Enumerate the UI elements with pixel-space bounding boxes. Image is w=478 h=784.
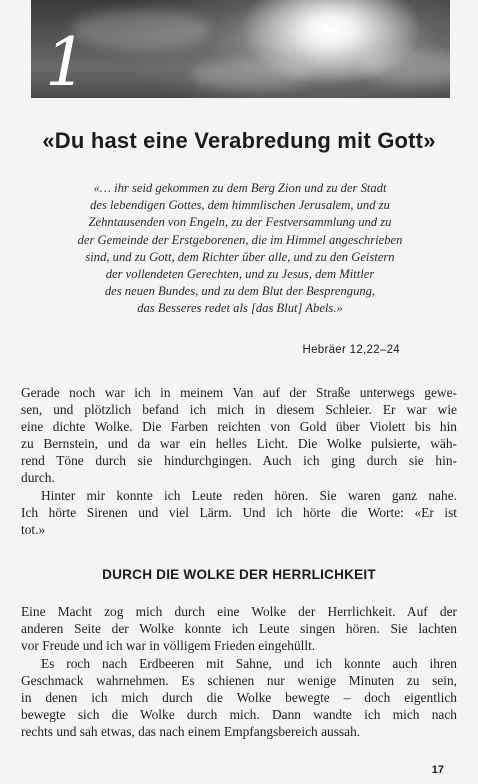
chapter-title: «Du hast eine Verabredung mit Gott»	[42, 128, 436, 153]
paragraph-line: sen, und plötzlich befand ich mich in diesem Schleier. Er war wie	[21, 402, 457, 418]
paragraph-line: tot.»	[21, 522, 46, 538]
quote-line: das Besseres redet als [das Blut] Abels.»	[137, 301, 343, 316]
paragraph-line: durch.	[21, 470, 55, 486]
quote-source: Hebräer 12,22–24	[302, 344, 400, 356]
paragraph-line: Ich hörte Sirenen und viel Lärm. Und ich hörte die Worte: «Er ist	[21, 505, 457, 521]
paragraph-line: vor Freude und ich war in völligem Frieden eingehüllt.	[21, 638, 316, 654]
quote-line: der Gemeinde der Erstgeborenen, die im Himmel angeschrieben	[77, 232, 403, 247]
paragraph-line: in denen ich mich durch die Wolke bewegte – doch eigentlich	[21, 690, 457, 706]
paragraph	[21, 487, 457, 538]
quote-line: des neuen Bundes, und zu dem Blut der Besprengung,	[104, 284, 376, 299]
quote-line: sind, und zu Gott, dem Richter über alle, und zu den Geistern	[85, 249, 395, 264]
epigraph-quote	[52, 180, 428, 318]
quote-line: der vollendeten Gerechten, und zu Jesus, dem Mittler	[105, 267, 375, 282]
chapter-number: 1	[45, 24, 87, 98]
paragraph-line: rechts und sah etwas, das nach einem Empfangsbereich aussah.	[21, 724, 361, 740]
chapter-header-image	[31, 0, 450, 98]
paragraph	[21, 655, 457, 740]
paragraph-line: Gerade noch war ich in meinem Van auf der Straße unterwegs gewe-	[21, 385, 457, 400]
paragraph-line: Hinter mir konnte ich Leute reden hören. Sie waren ganz nahe.	[41, 488, 457, 503]
page-number: 17	[431, 764, 444, 776]
section-heading: DURCH DIE WOLKE DER HERRLICHKEIT	[102, 567, 376, 582]
paragraph-line: Eine Macht zog mich durch eine Wolke der Herrlichkeit. Auf der	[21, 604, 457, 619]
paragraph-line: Es roch nach Erdbeeren mit Sahne, und ich konnte auch ihren	[41, 656, 457, 671]
paragraph	[21, 384, 457, 487]
paragraph-line: anderen Seite der Wolke konnte ich Leute singen hören. Sie lachten	[21, 621, 457, 637]
paragraph	[21, 603, 457, 654]
quote-line: «… ihr seid gekommen zu dem Berg Zion und zu der Stadt	[93, 181, 387, 195]
paragraph-line: eine dichte Wolke. Die Farben reichten von Gold über Violett bis hin	[21, 419, 457, 435]
quote-line: Zehntausenden von Engeln, zu der Festversammlung und zu	[88, 215, 392, 230]
paragraph-line: zu Bernstein, und da war ein helles Licht. Die Wolke pulsierte, wäh-	[21, 436, 457, 452]
quote-line: des lebendigen Gottes, dem himmlischen Jerusalem, und zu	[90, 198, 390, 213]
paragraph-line: Geschmack wahrnehmen. Es schienen nur wenige Minuten zu sein,	[21, 673, 457, 689]
paragraph-line: rend Töne durch sie hindurchgingen. Auch ich ging durch sie hin-	[21, 453, 457, 469]
paragraph-line: bewegte sich die Wolke durch mich. Dann wandte ich mich nach	[21, 707, 457, 723]
